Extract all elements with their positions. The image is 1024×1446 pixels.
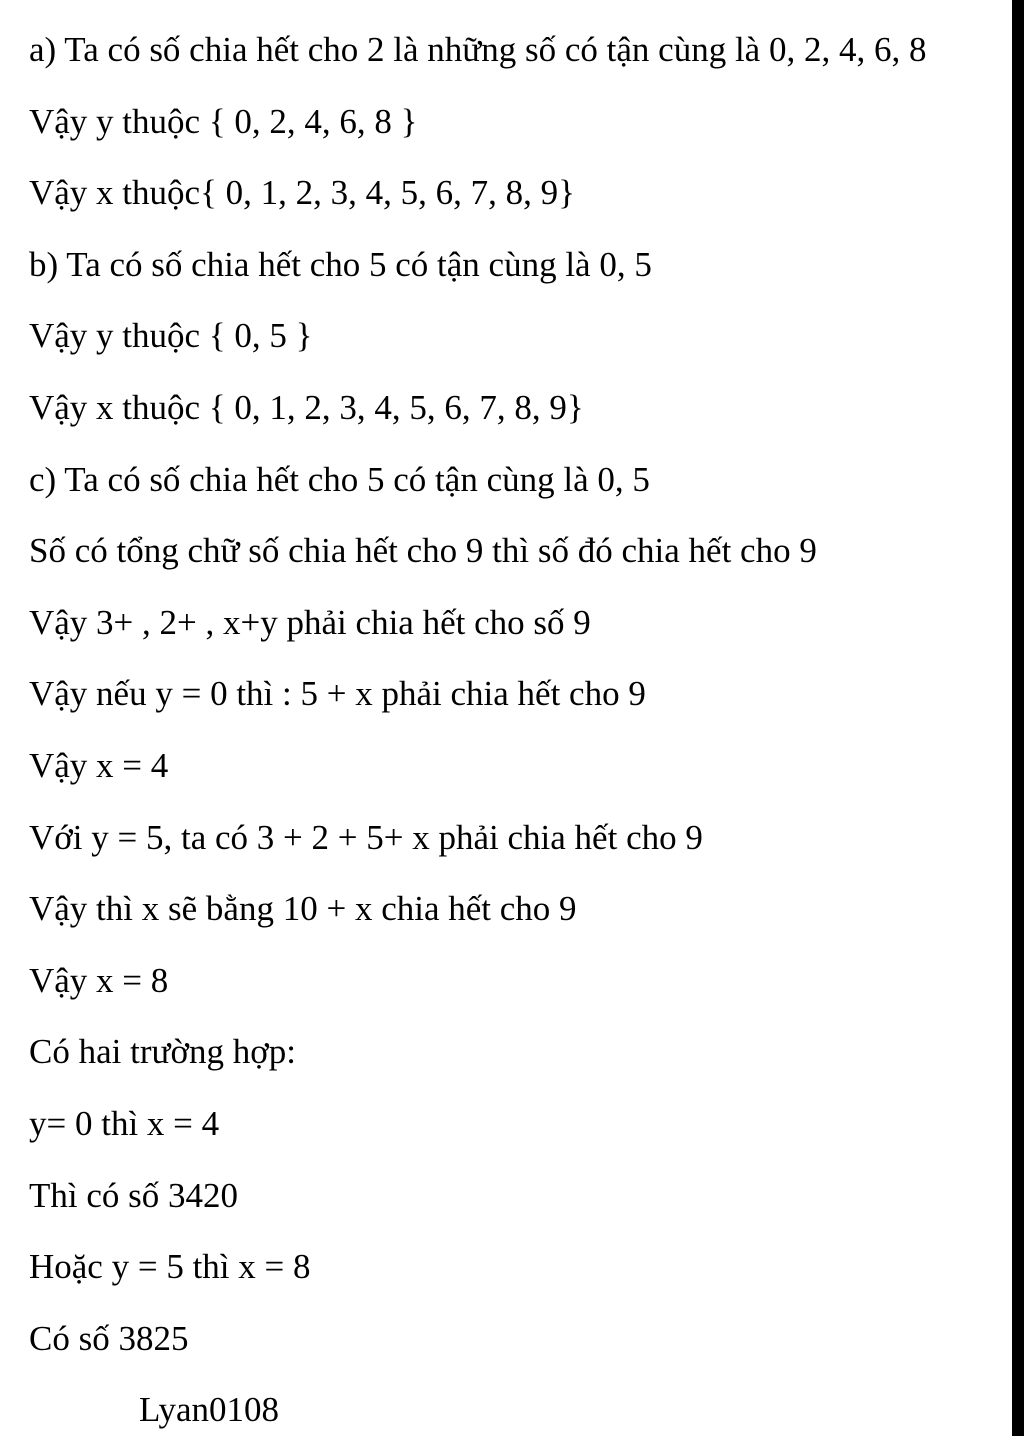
text-line-case-y0: Vậy nếu y = 0 thì : 5 + x phải chia hết cho 9 [29, 674, 646, 714]
text-line-part-c-intro: c) Ta có số chia hết cho 5 có tận cùng là 0, 5 [29, 459, 650, 499]
text-line-sum-condition: Vậy 3+ , 2+ , x+y phải chia hết cho số 9 [29, 602, 591, 642]
text-line-part-a-intro: a) Ta có số chia hết cho 2 là những số có tận cùng là 0, 2, 4, 6, 8 [29, 30, 927, 69]
text-line-part-b-y-set: Vậy y thuộc { 0, 5 } [29, 316, 313, 356]
text-line-number-3825: Có số 3825 [29, 1318, 189, 1358]
text-line-number-3420: Thì có số 3420 [29, 1175, 239, 1215]
document-content [29, 14, 1004, 1446]
text-line-divisibility-rule: Số có tổng chữ số chia hết cho 9 thì số đó chia hết cho 9 [29, 531, 817, 571]
text-line-part-b-x-set: Vậy x thuộc { 0, 1, 2, 3, 4, 5, 6, 7, 8, 9} [29, 387, 584, 427]
text-line-part-b-intro: b) Ta có số chia hết cho 5 có tận cùng là 0, 5 [29, 244, 652, 284]
text-line-result-case-1: y= 0 thì x = 4 [29, 1103, 220, 1143]
text-line-x-equals-8: Vậy x = 8 [29, 960, 169, 1000]
text-line-x-condition: Vậy thì x sẽ bằng 10 + x chia hết cho 9 [29, 889, 577, 929]
text-line-part-a-x-set: Vậy x thuộc{ 0, 1, 2, 3, 4, 5, 6, 7, 8, 9} [29, 173, 575, 213]
text-line-case-y5: Với y = 5, ta có 3 + 2 + 5+ x phải chia hết cho 9 [29, 817, 703, 857]
text-line-part-a-y-set: Vậy y thuộc { 0, 2, 4, 6, 8 } [29, 101, 418, 141]
text-line-x-equals-4: Vậy x = 4 [29, 745, 169, 785]
text-line-result-case-2: Hoặc y = 5 thì x = 8 [29, 1247, 311, 1287]
text-line-two-cases: Có hai trường hợp: [29, 1032, 296, 1072]
author-signature: Lyan0108 [139, 1390, 279, 1430]
right-edge-border [1012, 0, 1024, 1436]
